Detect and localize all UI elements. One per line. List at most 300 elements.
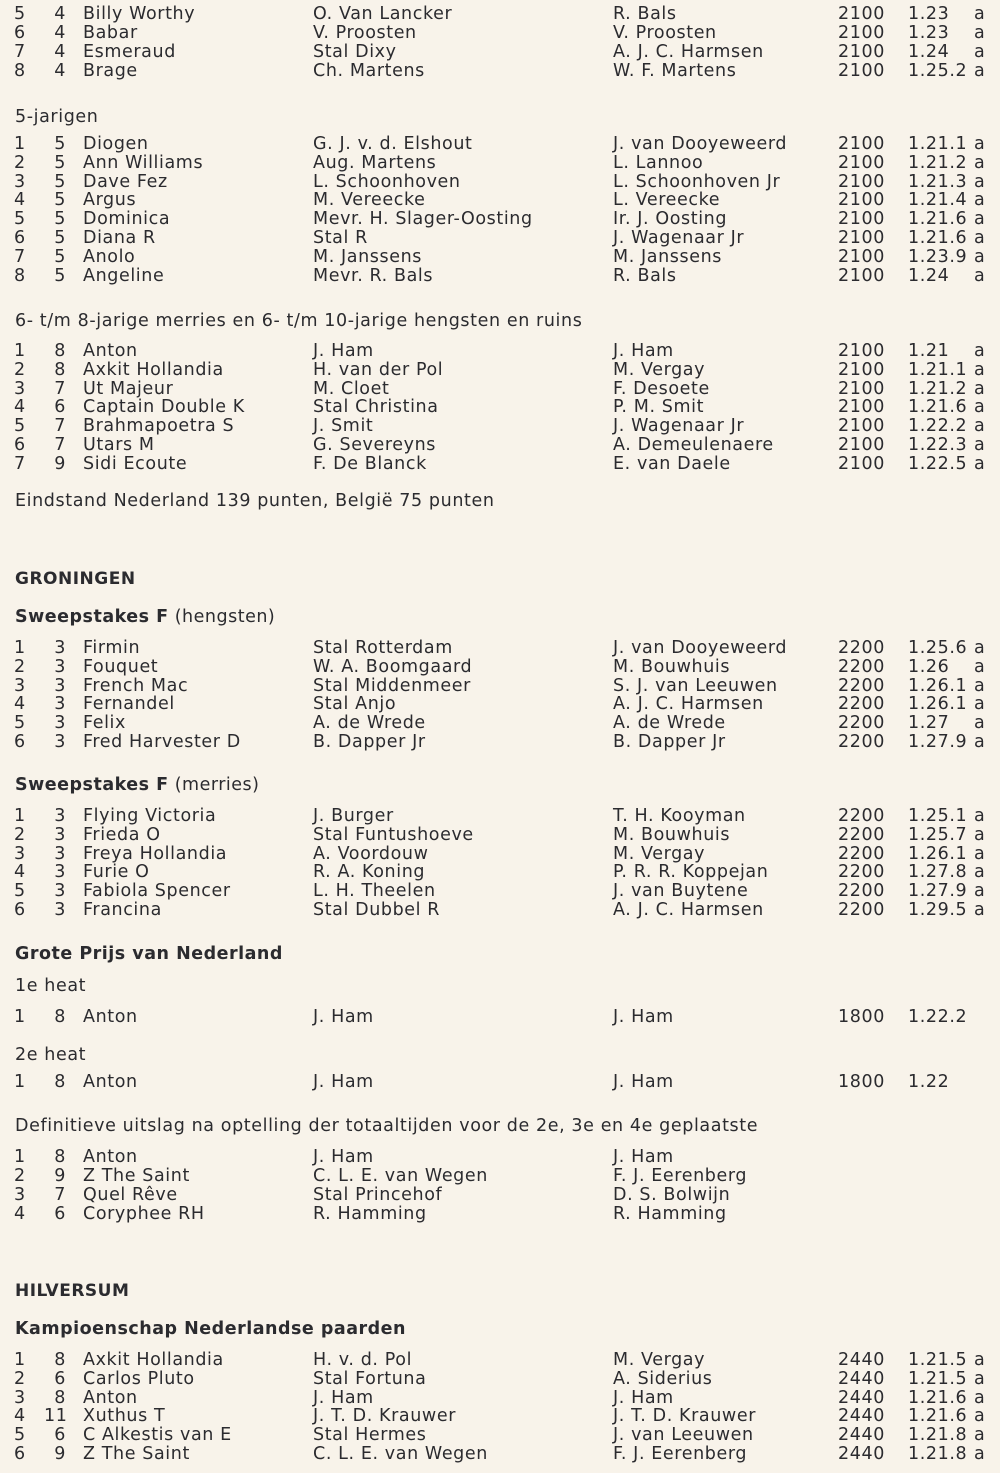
place: 7 [14,42,26,62]
start-type: a [974,900,986,920]
age: 3 [54,843,66,864]
result-row [0,191,1000,210]
start-type: a [974,397,986,418]
age: 8 [54,1072,66,1092]
section-text: Definitieve uitslag na optelling der totaaltijden voor de 2e, 3e en 4e geplaatste [15,1116,759,1136]
horse-name: Babar [83,23,138,43]
start-type: a [974,359,986,380]
section-text: 6- t/m 8-jarige merries en 6- t/m 10-jarige hengsten en ruins [15,311,583,331]
time: 1.27.8 [908,862,968,883]
place: 3 [14,1185,26,1205]
horse-name: Fred Harvester D [83,732,241,752]
horse-name: Axkit Hollandia [83,1350,224,1370]
start-type: a [974,881,986,902]
owner: Stal Funtushoeve [313,824,474,845]
result-row [0,1426,1000,1445]
distance: 2200 [838,806,885,826]
time: 1.26.1 [908,843,968,864]
driver: J. T. D. Krauwer [613,1406,756,1427]
time: 1.24 [908,42,950,62]
horse-name: Brage [83,61,138,81]
age: 5 [54,246,66,267]
driver: F. J. Eerenberg [613,1166,748,1186]
driver: A. J. C. Harmsen [613,900,764,920]
age: 6 [54,397,66,418]
driver: J. Ham [613,341,674,361]
age: 4 [54,4,66,24]
result-row [0,901,1000,920]
driver: F. Desoete [613,378,710,399]
owner: J. Ham [313,1387,374,1408]
owner: Mevr. H. Slager-Oosting [313,209,533,230]
horse-name: Fernandel [83,694,175,715]
owner: M. Vereecke [313,190,426,211]
result-row [0,845,1000,864]
age: 6 [54,1204,66,1224]
time: 1.22.3 [908,435,968,455]
result-row [0,229,1000,248]
start-type: a [974,61,986,81]
start-type: a [974,1350,986,1370]
distance: 2200 [838,900,885,920]
race-subtitle: (hengsten) [168,607,276,627]
owner: Stal Hermes [313,1425,427,1446]
age: 5 [54,209,66,230]
place: 3 [14,171,26,192]
driver: A. J. C. Harmsen [613,694,764,715]
owner: Stal Rotterdam [313,638,453,658]
section-text: Eindstand Nederland 139 punten, België 75 punten [15,491,495,511]
horse-name: Anton [83,341,138,361]
age: 7 [54,1185,66,1205]
horse-name: Anton [83,1072,138,1092]
result-row [0,658,1000,677]
horse-name: Furie O [83,862,150,883]
horse-name: Freya Hollandia [83,843,228,864]
horse-name: Ut Majeur [83,378,174,399]
result-row [0,882,1000,901]
time: 1.21.8 [908,1425,968,1446]
driver: L. Vereecke [613,190,721,211]
start-type: a [974,23,986,43]
distance: 2440 [838,1368,885,1389]
driver: R. Bals [613,4,677,24]
race-heading [15,1318,406,1340]
place: 6 [14,1444,26,1464]
driver: V. Proosten [613,23,717,43]
age: 3 [54,713,66,734]
driver: F. J. Eerenberg [613,1444,748,1464]
driver: R. Hamming [613,1204,727,1224]
time: 1.21.2 [908,378,968,399]
distance: 2200 [838,824,885,845]
time: 1.25.7 [908,824,968,845]
place: 7 [14,453,26,474]
owner: Stal Princehof [313,1185,443,1205]
owner: M. Janssens [313,246,423,267]
age: 5 [54,171,66,192]
start-type: a [974,190,986,211]
owner: R. A. Koning [313,862,426,883]
driver: M. Janssens [613,246,723,267]
horse-name: Fouquet [83,656,159,677]
driver: J. van Leeuwen [613,1425,754,1446]
driver: A. J. C. Harmsen [613,42,764,62]
start-type: a [974,4,986,24]
start-type: a [974,824,986,845]
result-row [0,342,1000,361]
age: 8 [54,359,66,380]
distance: 2100 [838,397,885,418]
owner: B. Dapper Jr [313,732,426,752]
place: 4 [14,397,26,418]
owner: Stal Fortuna [313,1368,427,1389]
time: 1.21.6 [908,209,968,230]
time: 1.21.6 [908,228,968,248]
time: 1.21.8 [908,1444,968,1464]
start-type: a [974,416,986,437]
horse-name: Diogen [83,134,149,154]
distance: 2200 [838,638,885,658]
result-row [0,1407,1000,1426]
time: 1.23 [908,23,950,43]
time: 1.23 [908,4,950,24]
distance: 2100 [838,134,885,154]
distance: 2440 [838,1387,885,1408]
result-row [0,380,1000,399]
result-row [0,677,1000,696]
time: 1.22.5 [908,453,968,474]
time: 1.29.5 [908,900,968,920]
owner: Mevr. R. Bals [313,265,434,286]
place: 5 [14,4,26,24]
age: 8 [54,1007,66,1027]
distance: 2100 [838,435,885,455]
driver: M. Vergay [613,843,706,864]
race-name: Sweepstakes F [15,775,169,795]
time: 1.25.2 [908,61,968,81]
distance: 2440 [838,1406,885,1427]
owner: C. L. E. van Wegen [313,1166,488,1186]
result-row [0,714,1000,733]
age: 6 [54,1368,66,1389]
distance: 1800 [838,1007,885,1027]
driver: J. van Dooyeweerd [613,638,788,658]
distance: 2100 [838,152,885,173]
race-name: Kampioenschap Nederlandse paarden [15,1319,406,1339]
age: 3 [54,806,66,826]
place: 5 [14,881,26,902]
horse-name: Captain Double K [83,397,245,418]
time: 1.21.4 [908,190,968,211]
distance: 2440 [838,1350,885,1370]
owner: F. De Blanck [313,453,427,474]
age: 5 [54,134,66,154]
owner: H. van der Pol [313,359,444,380]
owner: H. v. d. Pol [313,1350,413,1370]
age: 5 [54,228,66,248]
result-row [0,1008,1000,1027]
place: 2 [14,152,26,173]
owner: J. Burger [313,806,394,826]
result-row [0,267,1000,286]
place: 6 [14,228,26,248]
time: 1.21.1 [908,134,968,154]
distance: 2100 [838,246,885,267]
distance: 2100 [838,265,885,286]
section-text: 2e heat [15,1045,87,1065]
result-row [0,1351,1000,1370]
result-row [0,62,1000,81]
distance: 2200 [838,675,885,696]
result-row [0,154,1000,173]
time: 1.26.1 [908,675,968,696]
race-name: Sweepstakes F [15,607,169,627]
driver: J. van Dooyeweerd [613,134,788,154]
start-type: a [974,843,986,864]
distance: 2440 [838,1444,885,1464]
driver: J. Ham [613,1147,674,1167]
start-type: a [974,378,986,399]
time: 1.21.5 [908,1368,968,1389]
owner: J. Ham [313,341,374,361]
start-type: a [974,732,986,752]
distance: 2100 [838,61,885,81]
age: 7 [54,416,66,437]
place: 3 [14,843,26,864]
distance: 2100 [838,341,885,361]
age: 3 [54,881,66,902]
start-type: a [974,42,986,62]
time: 1.23.9 [908,246,968,267]
result-row [0,1073,1000,1092]
result-row [0,417,1000,436]
driver: M. Bouwhuis [613,656,731,677]
distance: 2100 [838,359,885,380]
time: 1.21.6 [908,1387,968,1408]
age: 9 [54,1444,66,1464]
driver: R. Bals [613,265,677,286]
driver: M. Vergay [613,359,706,380]
venue-heading: GRONINGEN [15,569,136,589]
time: 1.27.9 [908,732,968,752]
time: 1.22.2 [908,1007,968,1027]
horse-name: Frieda O [83,824,161,845]
horse-name: Argus [83,190,137,211]
owner: J. T. D. Krauwer [313,1406,456,1427]
owner: V. Proosten [313,23,417,43]
owner: A. Voordouw [313,843,429,864]
owner: R. Hamming [313,1204,427,1224]
owner: J. Ham [313,1007,374,1027]
driver: J. Ham [613,1072,674,1092]
horse-name: Utars M [83,435,155,455]
owner: J. Ham [313,1072,374,1092]
age: 3 [54,638,66,658]
result-row [0,210,1000,229]
result-row [0,1205,1000,1224]
time: 1.22.2 [908,416,968,437]
result-row [0,436,1000,455]
time: 1.21.2 [908,152,968,173]
age: 7 [54,435,66,455]
time: 1.22 [908,1072,950,1092]
age: 8 [54,1387,66,1408]
result-row [0,173,1000,192]
place: 1 [14,1072,26,1092]
horse-name: Anton [83,1007,138,1027]
result-row [0,135,1000,154]
place: 1 [14,134,26,154]
start-type: a [974,675,986,696]
horse-name: Sidi Ecoute [83,453,188,474]
driver: P. R. R. Koppejan [613,862,769,883]
age: 4 [54,61,66,81]
result-row [0,398,1000,417]
age: 8 [54,1147,66,1167]
driver: D. S. Bolwijn [613,1185,731,1205]
horse-name: Flying Victoria [83,806,217,826]
horse-name: Quel Rêve [83,1185,178,1205]
place: 5 [14,209,26,230]
race-heading [15,943,283,965]
driver: A. Siderius [613,1368,713,1389]
age: 5 [54,265,66,286]
result-row [0,24,1000,43]
distance: 2100 [838,23,885,43]
distance: 2100 [838,209,885,230]
age: 3 [54,862,66,883]
place: 2 [14,656,26,677]
distance: 2200 [838,713,885,734]
age: 3 [54,732,66,752]
result-row [0,1389,1000,1408]
place: 1 [14,341,26,361]
age: 8 [54,341,66,361]
place: 1 [14,806,26,826]
place: 4 [14,862,26,883]
place: 5 [14,1425,26,1446]
distance: 2440 [838,1425,885,1446]
result-row [0,1167,1000,1186]
distance: 2200 [838,694,885,715]
owner: Stal Anjo [313,694,397,715]
horse-name: Felix [83,713,126,734]
place: 6 [14,900,26,920]
driver: E. van Daele [613,453,731,474]
horse-name: C Alkestis van E [83,1425,232,1446]
start-type: a [974,134,986,154]
driver: S. J. van Leeuwen [613,675,778,696]
start-type: a [974,1387,986,1408]
driver: L. Schoonhoven Jr [613,171,781,192]
place: 6 [14,23,26,43]
result-row [0,826,1000,845]
place: 7 [14,246,26,267]
horse-name: Ann Williams [83,152,204,173]
start-type: a [974,453,986,474]
place: 2 [14,359,26,380]
result-row [0,248,1000,267]
time: 1.26 [908,656,950,677]
age: 4 [54,42,66,62]
driver: M. Vergay [613,1350,706,1370]
driver: B. Dapper Jr [613,732,726,752]
result-row [0,1148,1000,1167]
start-type: a [974,435,986,455]
result-row [0,863,1000,882]
distance: 2100 [838,4,885,24]
owner: J. Smit [313,416,374,437]
start-type: a [974,656,986,677]
age: 9 [54,453,66,474]
owner: A. de Wrede [313,713,426,734]
owner: Stal Dixy [313,42,397,62]
start-type: a [974,246,986,267]
time: 1.21.3 [908,171,968,192]
distance: 2200 [838,732,885,752]
start-type: a [974,209,986,230]
place: 8 [14,61,26,81]
horse-name: Coryphee RH [83,1204,205,1224]
result-row [0,361,1000,380]
distance: 2200 [838,843,885,864]
horse-name: Dominica [83,209,171,230]
section-text: 1e heat [15,976,87,996]
start-type: a [974,265,986,286]
place: 5 [14,416,26,437]
distance: 2100 [838,228,885,248]
place: 2 [14,824,26,845]
result-row [0,807,1000,826]
section-text: 5-jarigen [15,107,99,127]
distance: 2100 [838,453,885,474]
start-type: a [974,1444,986,1464]
place: 3 [14,1387,26,1408]
owner: G. Severeyns [313,435,437,455]
time: 1.21.1 [908,359,968,380]
start-type: a [974,638,986,658]
result-row [0,1370,1000,1389]
owner: Stal R [313,228,368,248]
distance: 2200 [838,656,885,677]
place: 5 [14,713,26,734]
horse-name: French Mac [83,675,189,696]
age: 9 [54,1166,66,1186]
venue-heading: HILVERSUM [15,1281,130,1301]
driver: L. Lannoo [613,152,704,173]
horse-name: Francina [83,900,162,920]
owner: Stal Christina [313,397,439,418]
horse-name: Z The Saint [83,1166,190,1186]
distance: 2100 [838,378,885,399]
owner: W. A. Boomgaard [313,656,473,677]
horse-name: Z The Saint [83,1444,190,1464]
horse-name: Anolo [83,246,136,267]
age: 6 [54,1425,66,1446]
time: 1.21.5 [908,1350,968,1370]
driver: J. Wagenaar Jr [613,416,745,437]
age: 3 [54,675,66,696]
distance: 2200 [838,881,885,902]
owner: G. J. v. d. Elshout [313,134,473,154]
horse-name: Carlos Pluto [83,1368,195,1389]
driver: J. Ham [613,1387,674,1408]
place: 6 [14,435,26,455]
driver: P. M. Smit [613,397,705,418]
distance: 2200 [838,862,885,883]
result-row [0,695,1000,714]
